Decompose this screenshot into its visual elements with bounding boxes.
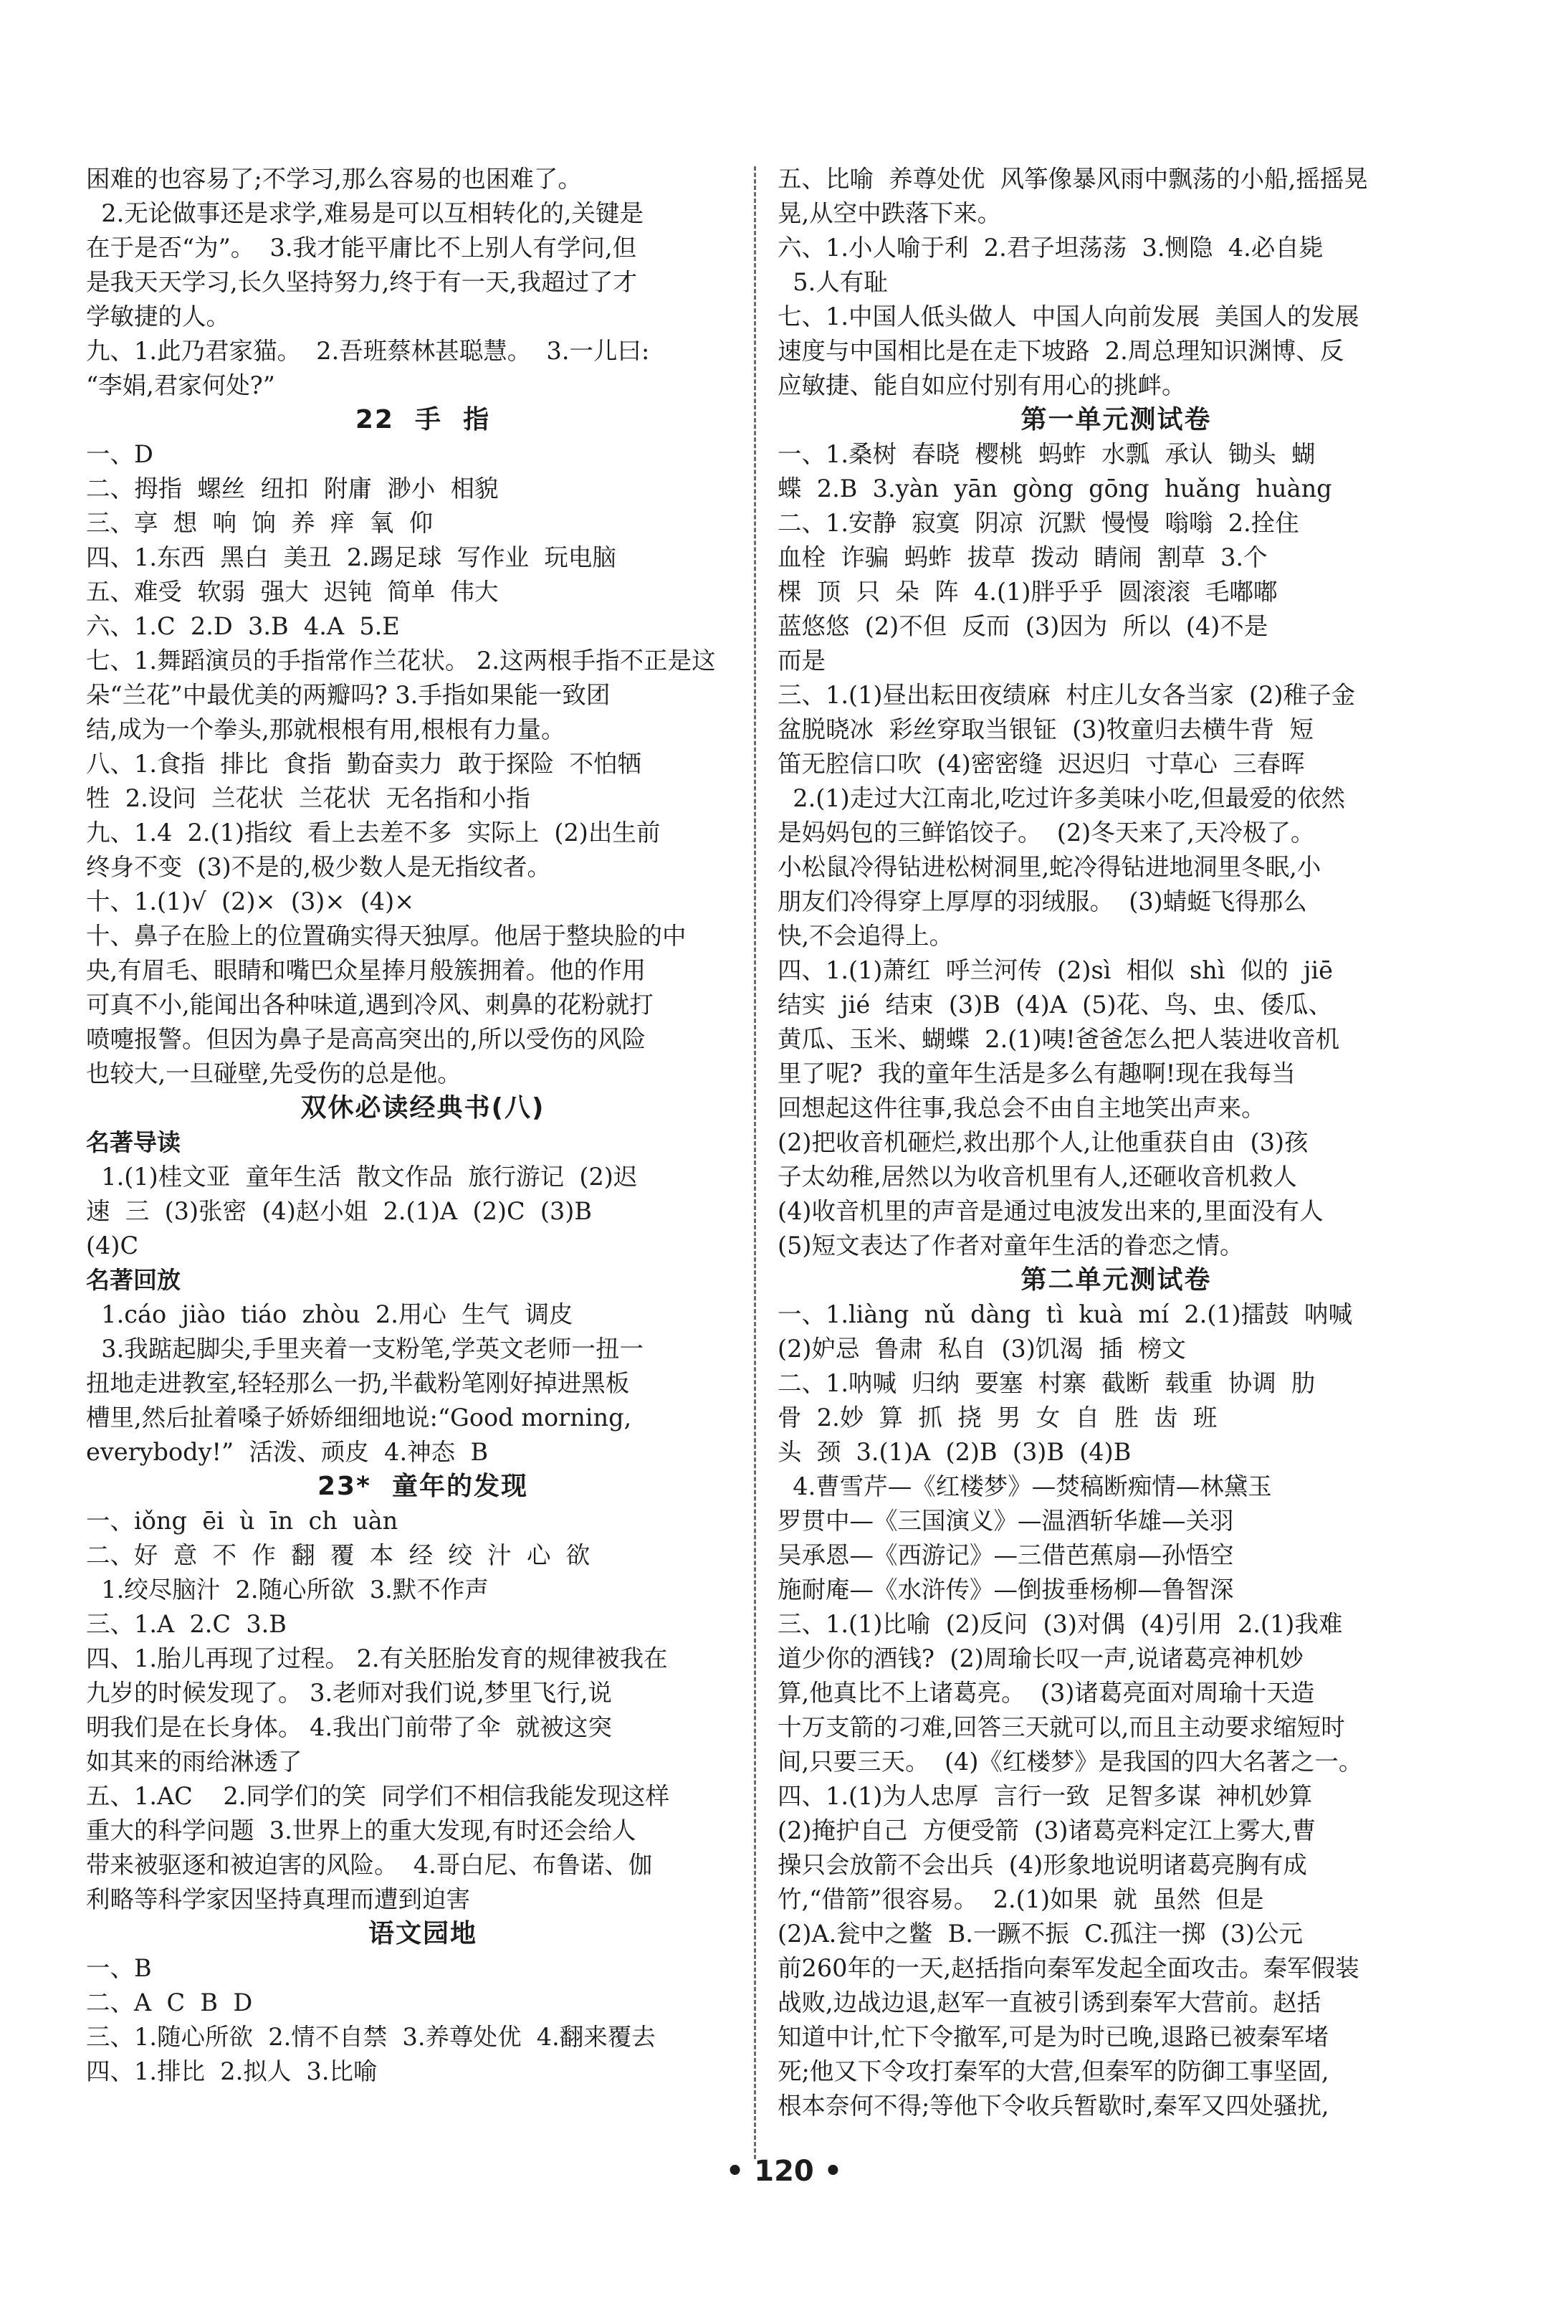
right-column-line: 笛无腔信口吹 (4)密密缝 迟迟归 寸草心 三春晖 bbox=[778, 750, 1305, 778]
left-column-line: 九、1.此乃君家猫。 2.吾班蔡林甚聪慧。 3.一儿曰: bbox=[86, 337, 650, 365]
right-column-line: 2.(1)走过大江南北,吃过许多美味小吃,但最爱的依然 bbox=[778, 784, 1346, 812]
right-column-line: 竹,“借箭”很容易。 2.(1)如果 就 虽然 但是 bbox=[778, 1885, 1264, 1913]
left-column-line: 也较大,一旦碰壁,先受伤的总是他。 bbox=[86, 1059, 462, 1087]
left-column-line: 槽里,然后扯着嗓子娇娇细细地说:“Good morning, bbox=[86, 1404, 632, 1432]
right-column-line: 一、1.桑树 春晓 樱桃 蚂蚱 水瓢 承认 锄头 蝴 bbox=[778, 440, 1316, 468]
left-column-line: 六、1.C 2.D 3.B 4.A 5.E bbox=[86, 612, 400, 640]
left-column-line: 23* 童年的发现 bbox=[317, 1472, 528, 1501]
left-column-line: 2.无论做事还是求学,难易是可以互相转化的,关键是 bbox=[86, 199, 644, 227]
left-column-line: 三、享 想 响 饷 养 痒 氧 仰 bbox=[86, 509, 434, 537]
right-column-line: 4.曹雪芹—《红楼梦》—焚稿断痴情—林黛玉 bbox=[778, 1472, 1272, 1500]
left-column bbox=[86, 162, 760, 2089]
right-column-line: 回想起这件往事,我总会不由自主地笑出声来。 bbox=[778, 1094, 1266, 1122]
right-column-line: 知道中计,忙下令撤军,可是为时已晚,退路已被秦军堵 bbox=[778, 2023, 1329, 2051]
left-column-line: 1.绞尽脑汁 2.随心所欲 3.默不作声 bbox=[86, 1576, 489, 1604]
left-column-line: 三、1.随心所欲 2.情不自禁 3.养尊处优 4.翻来覆去 bbox=[86, 2023, 656, 2051]
right-column-line: 小松鼠冷得钻进松树洞里,蛇冷得钻进地洞里冬眠,小 bbox=[778, 853, 1321, 881]
right-column-line: 二、1.呐喊 归纳 要塞 村寨 截断 载重 协调 肋 bbox=[778, 1369, 1316, 1397]
left-column-line: 如其来的雨给淋透了 bbox=[86, 1748, 302, 1776]
left-column-line: 带来被驱逐和被迫害的风险。 4.哥白尼、布鲁诺、伽 bbox=[86, 1851, 653, 1879]
left-column-line: 重大的科学问题 3.世界上的重大发现,有时还会给人 bbox=[86, 1816, 636, 1844]
left-column-line: 终身不变 (3)不是的,极少数人是无指纹者。 bbox=[86, 853, 551, 881]
column-divider bbox=[754, 166, 756, 2159]
right-column-line: (2)掩护自己 方便受箭 (3)诸葛亮料定江上雾大,曹 bbox=[778, 1816, 1316, 1844]
right-column-line: 四、1.(1)萧红 呼兰河传 (2)sì 相似 shì 似的 jiē bbox=[778, 956, 1333, 984]
right-column-line: 六、1.小人喻于利 2.君子坦荡荡 3.恻隐 4.必自毙 bbox=[778, 234, 1324, 262]
left-column-line: 朵“兰花”中最优美的两瓣吗? 3.手指如果能一致团 bbox=[86, 681, 611, 709]
right-column-line: 死;他又下令攻打秦军的大营,但秦军的防御工事坚固, bbox=[778, 2057, 1329, 2085]
right-column-line: 速度与中国相比是在走下坡路 2.周总理知识渊博、反 bbox=[778, 337, 1344, 365]
right-column-line: 骨 2.妙 算 抓 挠 男 女 自 胜 齿 班 bbox=[778, 1404, 1218, 1432]
left-column-line: 学敏捷的人。 bbox=[86, 303, 230, 330]
right-column-line: 间,只要三天。 (4)《红楼梦》是我国的四大名著之一。 bbox=[778, 1748, 1363, 1776]
right-column-line: 七、1.中国人低头做人 中国人向前发展 美国人的发展 bbox=[778, 303, 1359, 330]
right-column-line: 蓝悠悠 (2)不但 反而 (3)因为 所以 (4)不是 bbox=[778, 612, 1268, 640]
left-column-line: 二、拇指 螺丝 纽扣 附庸 渺小 相貌 bbox=[86, 475, 499, 503]
right-column-line: 二、1.安静 寂寞 阴凉 沉默 慢慢 嗡嗡 2.拴住 bbox=[778, 509, 1299, 537]
left-column-line: 1.(1)桂文亚 童年生活 散文作品 旅行游记 (2)迟 bbox=[86, 1163, 638, 1191]
right-column-line: 操只会放箭不会出兵 (4)形象地说明诸葛亮胸有成 bbox=[778, 1851, 1307, 1879]
left-column-line: 八、1.食指 排比 食指 勤奋卖力 敢于探险 不怕牺 bbox=[86, 750, 641, 778]
left-column-line: 九岁的时候发现了。 3.老师对我们说,梦里飞行,说 bbox=[86, 1679, 612, 1707]
right-column-line: (5)短文表达了作者对童年生活的眷恋之情。 bbox=[778, 1232, 1244, 1259]
left-column-line: 四、1.东西 黑白 美丑 2.踢足球 写作业 玩电脑 bbox=[86, 543, 616, 571]
right-column-line: 5.人有耻 bbox=[778, 268, 888, 296]
right-column-line: 晃,从空中跌落下来。 bbox=[778, 199, 1002, 227]
left-column-line: 一、B bbox=[86, 1954, 152, 1982]
left-column-line: (4)C bbox=[86, 1232, 139, 1259]
right-column-line: 应敏捷、能自如应付别有用心的挑衅。 bbox=[778, 371, 1186, 399]
left-column-line: 1.cáo jiào tiáo zhòu 2.用心 生气 调皮 bbox=[86, 1300, 573, 1328]
left-column-line: 十、1.(1)√ (2)× (3)× (4)× bbox=[86, 887, 415, 915]
right-column-line: 一、1.liàng nǔ dàng tì kuà mí 2.(1)擂鼓 呐喊 bbox=[778, 1300, 1352, 1328]
right-column-line: 朋友们冷得穿上厚厚的羽绒服。 (3)蜻蜓飞得那么 bbox=[778, 887, 1307, 915]
page-number: • 120 • bbox=[725, 2155, 843, 2188]
right-column-line: 而是 bbox=[778, 647, 826, 675]
left-column-line: 明我们是在长身体。 4.我出门前带了伞 就被这突 bbox=[86, 1713, 612, 1741]
right-column-line: 罗贯中—《三国演义》—温酒斩华雄—关羽 bbox=[778, 1507, 1234, 1535]
right-column-line: 吴承恩—《西游记》—三借芭蕉扇—孙悟空 bbox=[778, 1541, 1234, 1569]
left-column-line: 喷嚏报警。但因为鼻子是高高突出的,所以受伤的风险 bbox=[86, 1025, 646, 1053]
right-column-line: 血栓 诈骗 蚂蚱 拔草 拨动 睛闹 割草 3.个 bbox=[778, 543, 1268, 571]
right-column-line: 三、1.(1)比喻 (2)反问 (3)对偶 (4)引用 2.(1)我难 bbox=[778, 1610, 1343, 1638]
right-column-line: 五、比喻 养尊处优 风筝像暴风雨中飘荡的小船,摇摇晃 bbox=[778, 165, 1368, 193]
right-column-line: 里了呢? 我的童年生活是多么有趣啊!现在我每当 bbox=[778, 1059, 1296, 1087]
left-column-line: everybody!” 活泼、顽皮 4.神态 B bbox=[86, 1438, 489, 1466]
right-column-line: 第二单元测试卷 bbox=[1020, 1265, 1212, 1295]
right-column-line: 战败,边战边退,赵军一直被引诱到秦军大营前。赵括 bbox=[778, 1989, 1321, 2016]
left-column-line: 四、1.排比 2.拟人 3.比喻 bbox=[86, 2057, 378, 2085]
left-column-line: 速 三 (3)张密 (4)赵小姐 2.(1)A (2)C (3)B bbox=[86, 1197, 592, 1225]
right-column-line: 黄瓜、玉米、蝴蝶 2.(1)咦!爸爸怎么把人装进收音机 bbox=[778, 1025, 1340, 1053]
right-column bbox=[778, 162, 1455, 2123]
left-column-line: 牲 2.设问 兰花状 兰花状 无名指和小指 bbox=[86, 784, 530, 812]
left-column-line: 九、1.4 2.(1)指纹 看上去差不多 实际上 (2)出生前 bbox=[86, 819, 661, 847]
left-column-line: 五、难受 软弱 强大 迟钝 简单 伟大 bbox=[86, 578, 499, 606]
left-column-line: 3.我踮起脚尖,手里夹着一支粉笔,学英文老师一扭一 bbox=[86, 1335, 644, 1363]
left-column-line: 扭地走进教室,轻轻那么一扔,半截粉笔刚好掉进黑板 bbox=[86, 1369, 630, 1397]
right-column-line: 三、1.(1)昼出耘田夜绩麻 村庄儿女各当家 (2)稚子金 bbox=[778, 681, 1355, 709]
left-column-line: 可真不小,能闻出各种味道,遇到冷风、刺鼻的花粉就打 bbox=[86, 991, 654, 1019]
left-column-line: 名著回放 bbox=[86, 1266, 181, 1294]
right-column-line: 快,不会追得上。 bbox=[778, 922, 954, 950]
left-column-line: 是我天天学习,长久坚持努力,终于有一天,我超过了才 bbox=[86, 268, 637, 296]
right-column-line: 子太幼稚,居然以为收音机里有人,还砸收音机救人 bbox=[778, 1163, 1297, 1191]
left-column-line: 名著导读 bbox=[86, 1128, 181, 1156]
left-column-line: 央,有眉毛、眼睛和嘴巴众星捧月般簇拥着。他的作用 bbox=[86, 956, 646, 984]
left-column-line: 一、D bbox=[86, 440, 153, 468]
right-column-line: 头 颈 3.(1)A (2)B (3)B (4)B bbox=[778, 1438, 1132, 1466]
left-column-line: 四、1.胎儿再现了过程。 2.有关胚胎发育的规律被我在 bbox=[86, 1644, 668, 1672]
left-column-line: 困难的也容易了;不学习,那么容易的也困难了。 bbox=[86, 165, 582, 193]
left-column-line: 一、iǒng ēi ù īn ch uàn bbox=[86, 1507, 398, 1535]
left-column-line: 二、A C B D bbox=[86, 1989, 253, 2016]
right-column-line: 施耐庵—《水浒传》—倒拔垂杨柳—鲁智深 bbox=[778, 1576, 1234, 1604]
left-column-line: 七、1.舞蹈演员的手指常作兰花状。 2.这两根手指不正是这 bbox=[86, 647, 716, 675]
right-column-line: 棵 顶 只 朵 阵 4.(1)胖乎乎 圆滚滚 毛嘟嘟 bbox=[778, 578, 1278, 606]
left-column-line: 结,成为一个拳头,那就根根有用,根根有力量。 bbox=[86, 715, 565, 743]
right-column-line: 四、1.(1)为人忠厚 言行一致 足智多谋 神机妙算 bbox=[778, 1782, 1313, 1810]
right-column-line: 算,他真比不上诸葛亮。 (3)诸葛亮面对周瑜十天造 bbox=[778, 1679, 1315, 1707]
left-column-line: “李娟,君家何处?” bbox=[86, 371, 275, 399]
right-column-line: 根本奈何不得;等他下令收兵暂歇时,秦军又四处骚扰, bbox=[778, 2092, 1329, 2120]
right-column-line: 前260年的一天,赵括指向秦军发起全面攻击。秦军假装 bbox=[778, 1954, 1359, 1982]
right-column-line: 第一单元测试卷 bbox=[1020, 405, 1212, 434]
right-column-line: 十万支箭的刁难,回答三天就可以,而且主动要求缩短时 bbox=[778, 1713, 1345, 1741]
left-column-line: 22 手 指 bbox=[355, 405, 491, 434]
left-column-line: 二、好 意 不 作 翻 覆 本 经 绞 汁 心 欲 bbox=[86, 1541, 591, 1569]
left-column-line: 利略等科学家因坚持真理而遭到迫害 bbox=[86, 1885, 470, 1913]
left-column-line: 十、鼻子在脸上的位置确实得天独厚。他居于整块脸的中 bbox=[86, 922, 687, 950]
left-column-line: 在于是否“为”。 3.我才能平庸比不上别人有学问,但 bbox=[86, 234, 637, 262]
right-column-line: 是妈妈包的三鲜馅饺子。 (2)冬天来了,天冷极了。 bbox=[778, 819, 1315, 847]
right-column-line: (2)妒忌 鲁肃 私自 (3)饥渴 插 榜文 bbox=[778, 1335, 1186, 1363]
right-column-line: 结实 jié 结束 (3)B (4)A (5)花、鸟、虫、倭瓜、 bbox=[778, 991, 1333, 1019]
right-column-line: (4)收音机里的声音是通过电波发出来的,里面没有人 bbox=[778, 1197, 1324, 1225]
right-column-line: (2)把收音机砸烂,救出那个人,让他重获自由 (3)孩 bbox=[778, 1128, 1309, 1156]
right-column-line: (2)A.瓮中之鳖 B.一蹶不振 C.孤注一掷 (3)公元 bbox=[778, 1920, 1303, 1948]
left-column-line: 双休必读经典书(八) bbox=[300, 1093, 545, 1123]
left-column-line: 三、1.A 2.C 3.B bbox=[86, 1610, 287, 1638]
left-column-line: 五、1.AC 2.同学们的笑 同学们不相信我能发现这样 bbox=[86, 1782, 670, 1810]
right-column-line: 盆脱晓冰 彩丝穿取当银钲 (3)牧童归去横牛背 短 bbox=[778, 715, 1314, 743]
left-column-line: 语文园地 bbox=[368, 1919, 477, 1948]
right-column-line: 蝶 2.B 3.yàn yān gòng gōng huǎng huàng bbox=[778, 475, 1332, 503]
right-column-line: 道少你的酒钱? (2)周瑜长叹一声,说诸葛亮神机妙 bbox=[778, 1644, 1304, 1672]
